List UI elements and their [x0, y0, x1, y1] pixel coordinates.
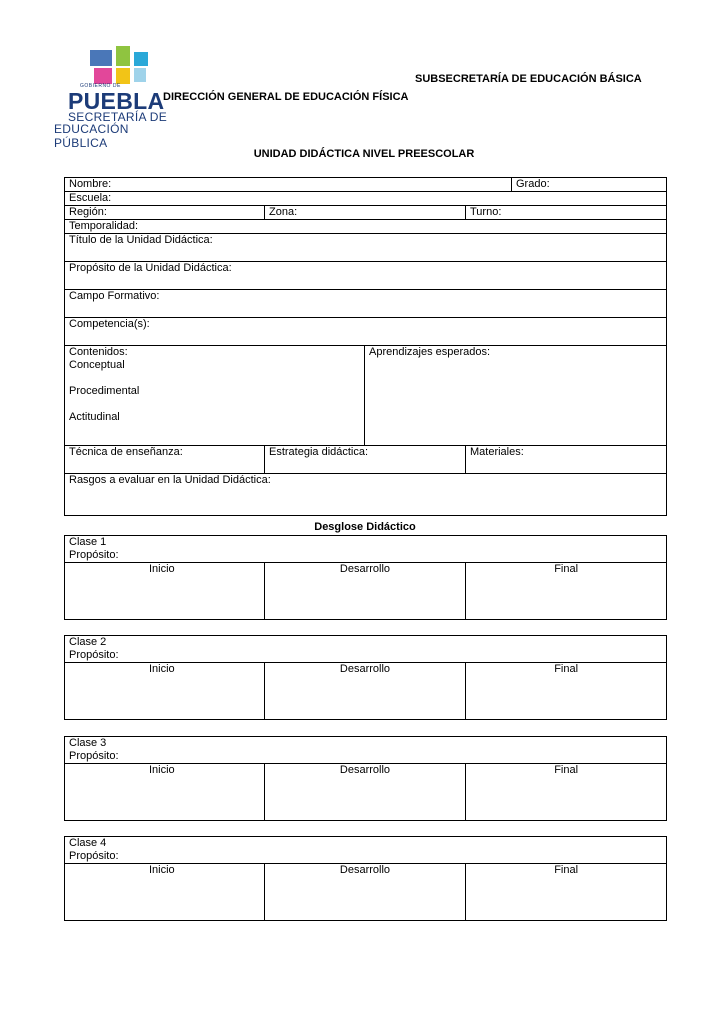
class-header[interactable] [65, 837, 667, 864]
class-number: Clase 2 [69, 636, 107, 648]
inicio-cell[interactable]: Inicio [65, 663, 265, 720]
temporalidad-field[interactable]: Temporalidad: [65, 220, 667, 234]
estrategia-field[interactable]: Estrategia didáctica: [265, 446, 466, 474]
desarrollo-cell[interactable]: Desarrollo [265, 663, 466, 720]
desarrollo-cell[interactable]: Desarrollo [265, 563, 466, 620]
contenidos-label: Contenidos: [69, 346, 128, 358]
class-header[interactable] [65, 737, 667, 764]
actitudinal-label: Actitudinal [69, 411, 120, 423]
nombre-field[interactable]: Nombre: [65, 178, 512, 192]
escuela-field[interactable]: Escuela: [65, 192, 667, 206]
class-number: Clase 4 [69, 837, 107, 849]
puebla-logo [54, 40, 182, 150]
final-cell[interactable]: Final [466, 864, 667, 921]
logo-blocks-icon [90, 44, 150, 86]
competencia-field[interactable]: Competencia(s): [65, 318, 667, 346]
aprendizajes-field[interactable]: Aprendizajes esperados: [365, 346, 667, 446]
desglose-heading: Desglose Didáctico [314, 521, 416, 533]
logo-educacion: EDUCACIÓN PÚBLICA [54, 122, 129, 150]
procedimental-label: Procedimental [69, 385, 140, 397]
subsecretaria-heading: SUBSECRETARÍA DE EDUCACIÓN BÁSICA [415, 73, 642, 85]
final-cell[interactable]: Final [466, 563, 667, 620]
direccion-heading: DIRECCIÓN GENERAL DE EDUCACIÓN FÍSICA [163, 91, 409, 103]
desarrollo-cell[interactable]: Desarrollo [265, 864, 466, 921]
region-field[interactable]: Región: [65, 206, 265, 220]
contenidos-field[interactable] [65, 346, 365, 446]
inicio-cell[interactable]: Inicio [65, 764, 265, 821]
class-proposito: Propósito: [69, 549, 119, 561]
grado-field[interactable]: Grado: [512, 178, 667, 192]
zona-field[interactable]: Zona: [265, 206, 466, 220]
document-title: UNIDAD DIDÁCTICA NIVEL PREESCOLAR [253, 148, 475, 160]
conceptual-label: Conceptual [69, 359, 125, 371]
final-cell[interactable]: Final [466, 663, 667, 720]
desarrollo-cell[interactable]: Desarrollo [265, 764, 466, 821]
class-number: Clase 3 [69, 737, 107, 749]
class-number: Clase 1 [69, 536, 107, 548]
final-cell[interactable]: Final [466, 764, 667, 821]
tecnica-field[interactable]: Técnica de enseñanza: [65, 446, 265, 474]
class-header[interactable] [65, 636, 667, 663]
class-proposito: Propósito: [69, 850, 119, 862]
campo-formativo-field[interactable]: Campo Formativo: [65, 290, 667, 318]
titulo-field[interactable]: Título de la Unidad Didáctica: [65, 234, 667, 262]
logo-secretaria: SECRETARÍA DE [68, 110, 168, 124]
class-proposito: Propósito: [69, 750, 119, 762]
class-proposito: Propósito: [69, 649, 119, 661]
turno-field[interactable]: Turno: [466, 206, 667, 220]
inicio-cell[interactable]: Inicio [65, 864, 265, 921]
class-block [64, 635, 667, 720]
class-block [64, 836, 667, 921]
class-block [64, 736, 667, 821]
logo-gov-text: GOBIERNO DE [80, 83, 121, 89]
class-header[interactable] [65, 536, 667, 563]
proposito-unidad-field[interactable]: Propósito de la Unidad Didáctica: [65, 262, 667, 290]
logo-brand: PUEBLA [68, 88, 165, 114]
class-block [64, 535, 667, 620]
materiales-field[interactable]: Materiales: [466, 446, 667, 474]
rasgos-field[interactable]: Rasgos a evaluar en la Unidad Didáctica: [65, 474, 667, 516]
unidad-form-table [64, 177, 667, 516]
inicio-cell[interactable]: Inicio [65, 563, 265, 620]
